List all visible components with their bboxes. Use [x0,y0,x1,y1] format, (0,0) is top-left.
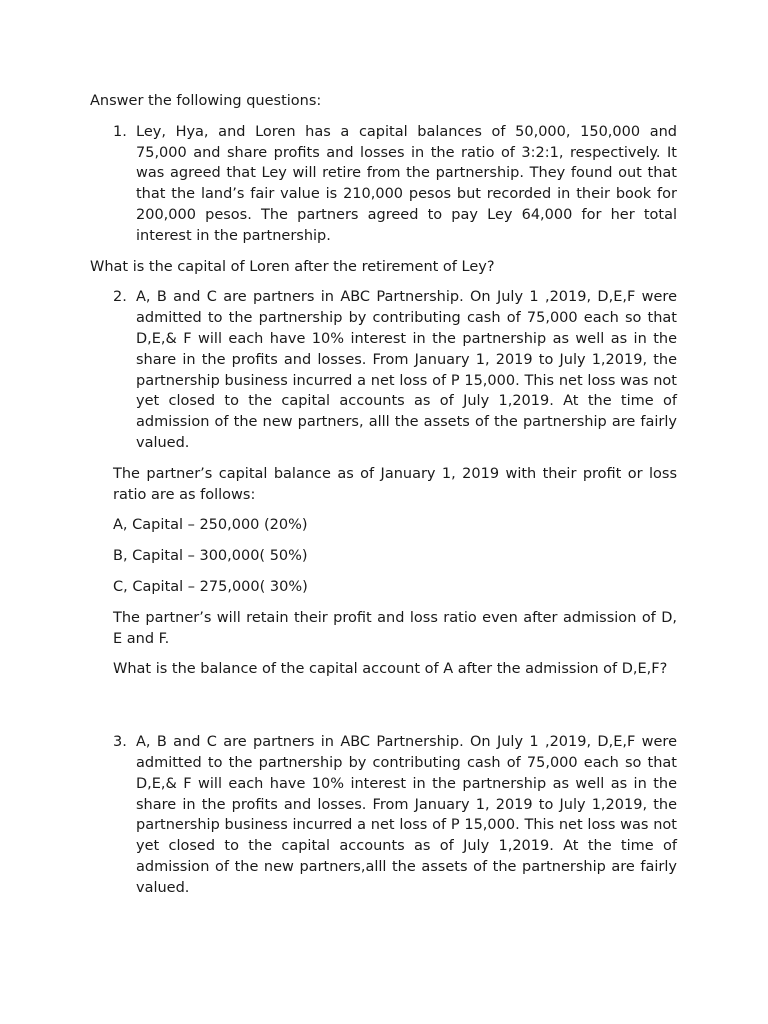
capital-c-line: C, Capital – 275,000( 30%) [113,578,308,595]
document-page [90,91,677,909]
question-1-text: Ley, Hya, and Loren has a capital balances of 50,000, 150,000 and 75,000 and share profits and losses in the ratio of 3:2:1, respectively. It was agreed that Ley will retire from the partnership. They found out that that the land’s fair value is 210,000 pesos but recorded in their book for 200,000 pesos. The partners agreed to pay Ley 64,000 for her total interest in the partnership. [136,123,677,244]
intro-text: Answer the following questions: [90,93,322,109]
question-2-number: 2. [113,289,127,306]
question-3-text: A, B and C are partners in ABC Partnership. On July 1 ,2019, D,E,F were admitted to the partnership by contributing cash of 75,000 each so that D,E,& F will each have 10% interest in the partnership as well as in the share in the profits and losses. From January 1, 2019 to July 1,2019, the partnership business incurred a net loss of P 15,000. This net loss was not yet closed to the capital accounts as of July 1,2019. At the time of admission of the new partners,alll the assets of the partnership are fairly valued. [136,734,677,896]
spacer [90,690,677,732]
question-2-balance-intro: The partner’s capital balance as of January 1, 2019 with their profit or loss ratio are as follows: [113,465,677,503]
question-1-prompt: What is the capital of Loren after the retirement of Ley? [90,258,495,275]
question-3-number: 3. [113,734,127,751]
capital-a-line: A, Capital – 250,000 (20%) [113,517,308,534]
question-2 [90,287,677,453]
question-2-text: A, B and C are partners in ABC Partnership. On July 1 ,2019, D,E,F were admitted to the partnership by contributing cash of 75,000 each so that D,E,& F will each have 10% interest in the partnership as well as in the share in the profits and losses. From January 1, 2019 to July 1,2019, the partnership business incurred a net loss of P 15,000. This net loss was not yet closed to the capital accounts as of July 1,2019. At the time of admission of the new partners, alll the assets of the partnership are fairly valued. [136,289,677,451]
question-2-retain-note: The partner’s will retain their profit and loss ratio even after admission of D, E and F. [113,609,677,647]
question-1-number: 1. [113,123,127,140]
question-2-prompt: What is the balance of the capital account of A after the admission of D,E,F? [113,661,668,678]
question-3 [90,732,677,898]
question-1 [90,122,677,247]
capital-b-line: B, Capital – 300,000( 50%) [113,548,308,565]
